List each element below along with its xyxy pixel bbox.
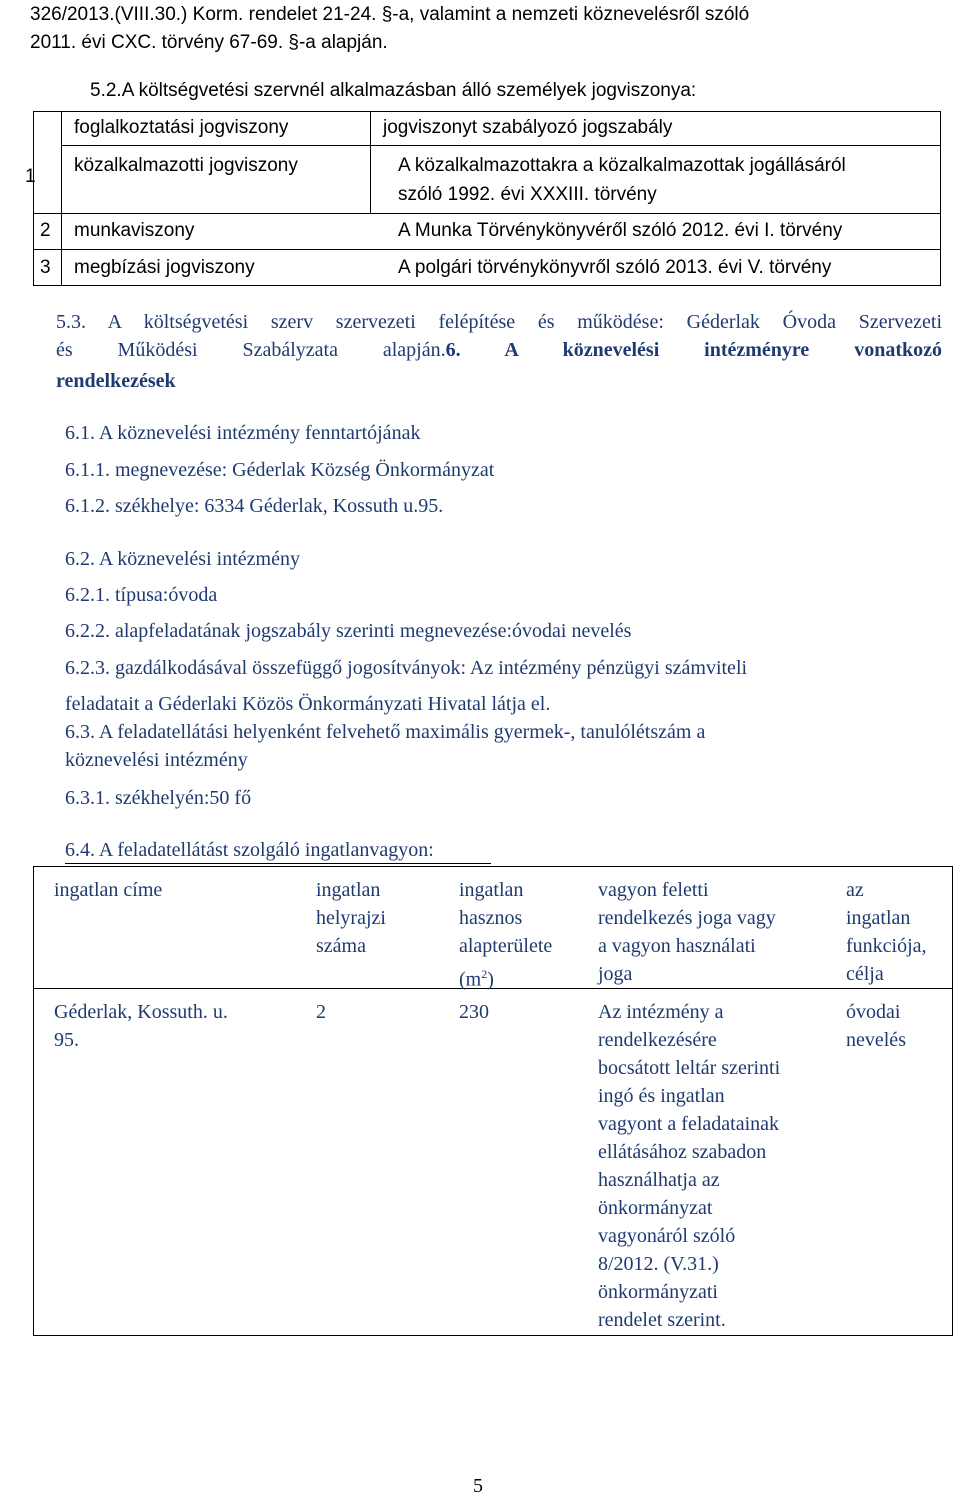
row-number: 3 [40, 257, 51, 278]
cell-lot-number: 2 [316, 1001, 326, 1023]
cell-area: 230 [459, 1001, 489, 1023]
header-function: az ingatlan funkciója, célja [846, 879, 927, 985]
section-6-2-2: 6.2.2. alapfeladatának jogszabály szerinti megnevezése:óvodai nevelés [65, 620, 632, 642]
section-6-4: 6.4. A feladatellátást szolgáló ingatlanvagyon: [65, 839, 434, 861]
section-6-4-underline [65, 863, 491, 864]
section-5-3-line-2 [56, 338, 942, 362]
section-6-2-3-line-1: 6.2.3. gazdálkodásával összefüggő jogosítványok: Az intézmény pénzügyi számviteli [65, 657, 748, 679]
header-rights: vagyon feletti rendelkezés joga vagy a vagyon használati joga [598, 879, 776, 985]
governing-law-line-2: szóló 1992. évi XXXIII. törvény [398, 184, 657, 205]
employment-type: megbízási jogviszony [74, 257, 255, 278]
section-6-2: 6.2. A köznevelési intézmény [65, 548, 300, 570]
employment-type: munkaviszony [74, 220, 195, 241]
section-6-heading-cont: rendelkezések [56, 370, 176, 392]
section-6-3-1: 6.3.1. székhelyén:50 fő [65, 787, 252, 809]
col-header-governing-law: jogviszonyt szabályozó jogszabály [383, 117, 673, 138]
governing-law: A polgári törvénykönyvről szóló 2013. évi V. törvény [398, 257, 832, 278]
section-5-2-title: 5.2.A költségvetési szervnél alkalmazásban álló személyek jogviszonya: [90, 80, 697, 101]
section-6-2-3-line-2: feladatait a Géderlaki Közös Önkormányzati Hivatal látja el. [65, 693, 551, 715]
section-6-1-2: 6.1.2. székhelye: 6334 Géderlak, Kossuth u.95. [65, 495, 444, 517]
cell-address: Géderlak, Kossuth. u. 95. [54, 1001, 228, 1051]
page-number: 5 [473, 1475, 483, 1497]
header-address: ingatlan címe [54, 879, 163, 901]
header-line-2: 2011. évi CXC. törvény 67-69. §-a alapján. [30, 32, 388, 53]
section-6-heading: 6. A köznevelési intézményre vonatkozó [445, 339, 942, 361]
row-number: 2 [40, 220, 51, 241]
col-header-employment-type: foglalkoztatási jogviszony [74, 117, 289, 138]
section-6-1-1: 6.1.1. megnevezése: Géderlak Község Önkormányzat [65, 459, 495, 481]
section-6-3-line-1: 6.3. A feladatellátási helyenként felvehető maximális gyermek-, tanulólétszám a [65, 721, 706, 743]
header-area: ingatlan hasznos alapterülete $(m^2)$ [459, 879, 553, 991]
cell-rights: Az intézmény a rendelkezésére bocsátott leltár szerinti ingó és ingatlan vagyont a feladatainak ellátásához szabadon használhatja az önkormányzat vagyonáról szóló 8/2012. (V.31.) önkormányzati rendelet szerint. [598, 1001, 781, 1331]
employment-type: közalkalmazotti jogviszony [74, 155, 298, 176]
row-number: 1 [25, 166, 36, 187]
cell-function: óvodai nevelés [846, 1001, 906, 1051]
header-lot-number: ingatlan helyrajzi száma [316, 879, 386, 957]
section-6-3-line-2: köznevelési intézmény [65, 749, 248, 771]
section-6-1: 6.1. A köznevelési intézmény fenntartójának [65, 422, 421, 444]
section-6-2-1: 6.2.1. típusa:óvoda [65, 584, 218, 606]
header-line-1: 326/2013.(VIII.30.) Korm. rendelet 21-24. §-a, valamint a nemzeti köznevelésről szóló [30, 4, 750, 25]
section-5-3-text: és Működési Szabályzata alapján. [56, 339, 446, 361]
governing-law-line-1: A közalkalmazottakra a közalkalmazottak jogállásáról [398, 155, 846, 176]
governing-law: A Munka Törvénykönyvéről szóló 2012. évi I. törvény [398, 220, 843, 241]
section-5-3-line-1: 5.3. A költségvetési szerv szervezeti felépítése és működése: Géderlak Óvoda Szervezeti [56, 311, 942, 333]
